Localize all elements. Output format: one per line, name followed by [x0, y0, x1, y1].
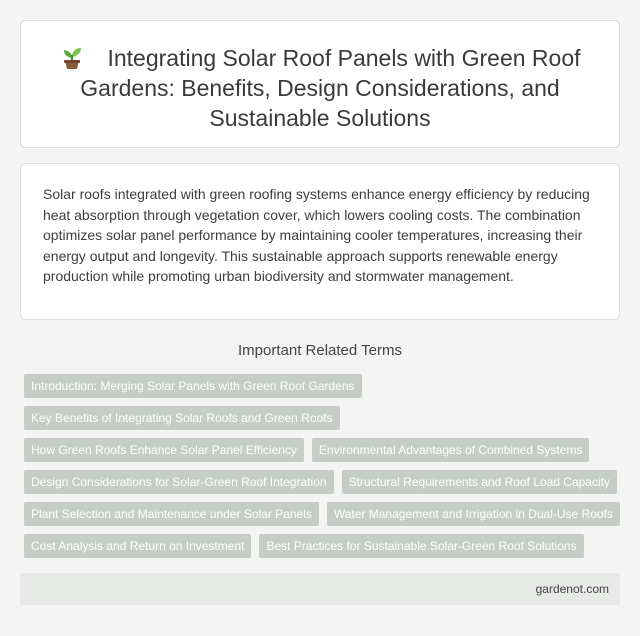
related-term-tag[interactable]: How Green Roofs Enhance Solar Panel Efficiency: [24, 438, 304, 462]
description-text: Solar roofs integrated with green roofing systems enhance energy efficiency by reducing heat absorption through vegetation cover, which lowers cooling costs. The combination optimizes solar panel performance by maintaining cooler temperatures, increasing their energy output and longevity. This sustainable approach supports renewable energy production while promoting urban biodiversity and stormwater management.: [43, 186, 590, 284]
site-link[interactable]: gardenot.com: [535, 582, 609, 596]
tag-row: [20, 502, 624, 526]
related-term-tag[interactable]: Plant Selection and Maintenance under Solar Panels: [24, 502, 319, 526]
tag-row: [20, 470, 624, 494]
page-title-text: Integrating Solar Roof Panels with Green Roof Gardens: Benefits, Design Considerations, and Sustainable Solutions: [80, 45, 581, 131]
related-term-tag[interactable]: Cost Analysis and Return on Investment: [24, 534, 251, 558]
related-terms-list: [20, 374, 624, 566]
title-card: [20, 20, 620, 148]
tag-row: [20, 438, 624, 462]
related-term-tag[interactable]: Introduction: Merging Solar Panels with Green Roof Gardens: [24, 374, 362, 398]
description-card: [20, 163, 620, 320]
related-term-tag[interactable]: Key Benefits of Integrating Solar Roofs and Green Roofs: [24, 406, 340, 430]
seedling-icon: [59, 45, 85, 69]
tag-row: [20, 406, 624, 430]
related-term-tag[interactable]: Environmental Advantages of Combined Systems: [312, 438, 589, 462]
page-title: [51, 43, 589, 133]
related-term-tag[interactable]: Water Management and Irrigation in Dual-Use Roofs: [327, 502, 620, 526]
footer: [20, 573, 620, 605]
related-terms-heading: Important Related Terms: [238, 342, 402, 359]
tag-row: [20, 374, 624, 398]
related-term-tag[interactable]: Structural Requirements and Roof Load Capacity: [342, 470, 617, 494]
related-term-tag[interactable]: Best Practices for Sustainable Solar-Green Roof Solutions: [259, 534, 583, 558]
tag-row: [20, 534, 624, 558]
related-term-tag[interactable]: Design Considerations for Solar-Green Roof Integration: [24, 470, 334, 494]
